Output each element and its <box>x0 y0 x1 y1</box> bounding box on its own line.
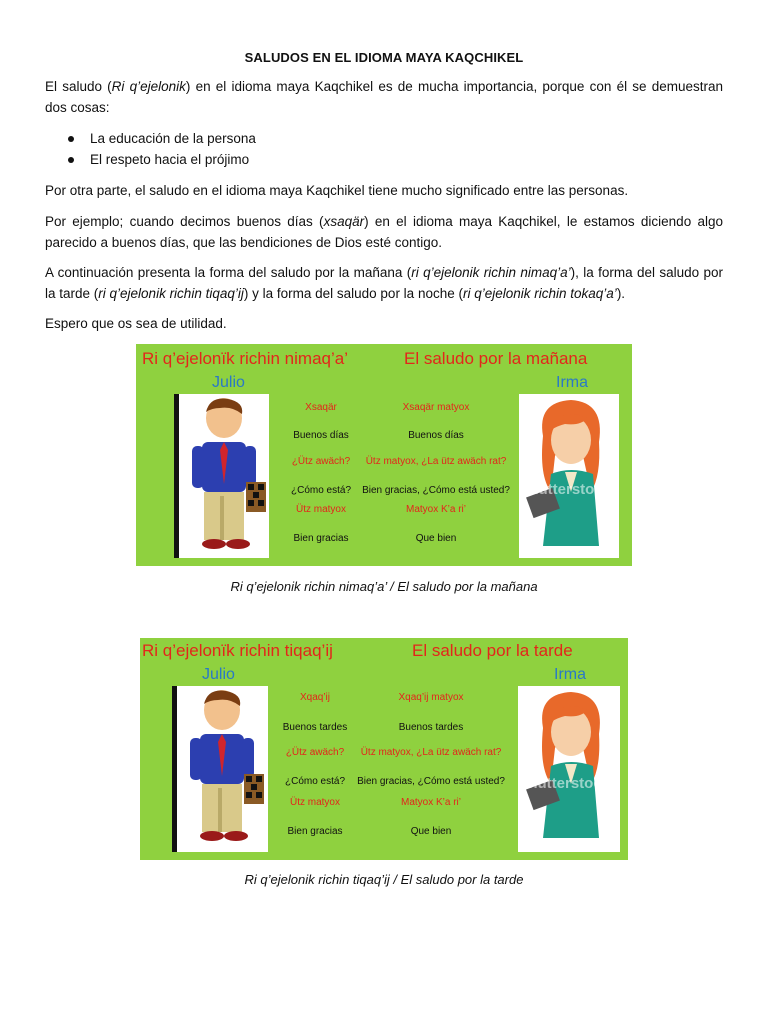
row-response-3: Ütz matyox, ¿La ütz awäch rat? <box>360 747 502 758</box>
row-kaqchikel-6: Bien gracias <box>293 533 349 544</box>
row-kaqchikel-6: Bien gracias <box>287 826 343 837</box>
caption-afternoon: Ri q’ejelonik richin tiqaq’ij / El saludo por la tarde <box>244 872 524 887</box>
row-kaqchikel-1: Xsaqär <box>305 402 337 413</box>
name-julio: Julio <box>202 666 235 683</box>
row-kaqchikel-2: Buenos tardes <box>282 722 348 733</box>
row-response-5: Matyox K’a ri’ <box>400 797 461 808</box>
paragraph-significance: Por otra parte, el saludo en el idioma maya Kaqchikel tiene mucho significado entre las personas. <box>45 183 629 198</box>
paragraph-example: Por ejemplo; cuando decimos buenos días (xsaqär) en el idioma maya Kaqchikel, le estamos diciendo algo parecido a buenos días, que las bendiciones de Dios esté contigo. <box>45 214 724 250</box>
afternoon-greeting-image <box>140 638 628 860</box>
intro-paragraph: El saludo (Ri q’ejelonik) en el idioma maya Kaqchikel es de mucha importancia, porque con él se demuestran dos cosas: <box>45 79 723 115</box>
girl-illustration <box>521 396 617 556</box>
row-response-4: Bien gracias, ¿Cómo está usted? <box>357 776 505 787</box>
row-response-5: Matyox K’a ri’ <box>405 504 466 515</box>
girl-illustration <box>521 688 617 848</box>
caption-morning: Ri q’ejelonik richin nimaq’a’ / El saludo por la mañana <box>230 579 538 594</box>
row-kaqchikel-5: Ütz matyox <box>289 797 340 808</box>
name-irma: Irma <box>556 374 588 391</box>
row-kaqchikel-4: ¿Cómo está? <box>284 776 346 787</box>
bullet-item: La educación de la persona <box>66 128 256 149</box>
row-kaqchikel-2: Buenos días <box>293 430 349 441</box>
document-title: SALUDOS EN EL IDIOMA MAYA KAQCHIKEL <box>244 50 524 65</box>
panel-heading-kaqchikel: Ri q’ejelonïk richin nimaq’a’ <box>142 349 348 368</box>
row-response-6: Que bien <box>410 826 452 837</box>
watermark-text: shutterstock <box>521 481 612 498</box>
paragraph-forms: A continuación presenta la forma del saludo por la mañana (ri q’ejelonik richin nimaq’a’), la forma del saludo por la tarde (ri q’ejelonik richin tiqaq’ij) y la forma del saludo por la noche (ri q’ejelonik richin tokaq’a’). <box>45 265 723 301</box>
bullet-item: El respeto hacia el prójimo <box>66 149 256 170</box>
row-kaqchikel-4: ¿Cómo está? <box>290 485 352 496</box>
row-kaqchikel-5: Ütz matyox <box>295 504 346 515</box>
panel-heading-spanish: El saludo por la mañana <box>404 349 588 368</box>
row-response-1: Xqaq’ij matyox <box>398 692 464 703</box>
name-julio: Julio <box>212 374 245 391</box>
divider <box>172 686 177 852</box>
boy-illustration <box>178 688 266 848</box>
row-response-6: Que bien <box>415 533 457 544</box>
boy-illustration <box>180 396 268 556</box>
row-response-2: Buenos días <box>408 430 464 441</box>
morning-greeting-image <box>136 344 632 566</box>
panel-heading-spanish: El saludo por la tarde <box>412 641 573 660</box>
row-kaqchikel-3: ¿Ütz awäch? <box>291 456 351 467</box>
bullet-list <box>66 128 256 170</box>
row-kaqchikel-3: ¿Ütz awäch? <box>285 747 345 758</box>
row-response-1: Xsaqär matyox <box>402 402 470 413</box>
name-irma: Irma <box>554 666 586 683</box>
watermark-text: shutterstock <box>520 775 611 792</box>
row-response-2: Buenos tardes <box>398 722 464 733</box>
divider <box>174 394 179 558</box>
row-kaqchikel-1: Xqaq’ij <box>299 692 331 703</box>
row-response-3: Ütz matyox, ¿La ütz awäch rat? <box>365 456 507 467</box>
paragraph-closing: Espero que os sea de utilidad. <box>45 316 227 331</box>
panel-heading-kaqchikel: Ri q’ejelonïk richin tiqaq’ij <box>142 641 333 660</box>
row-response-4: Bien gracias, ¿Cómo está usted? <box>362 485 510 496</box>
